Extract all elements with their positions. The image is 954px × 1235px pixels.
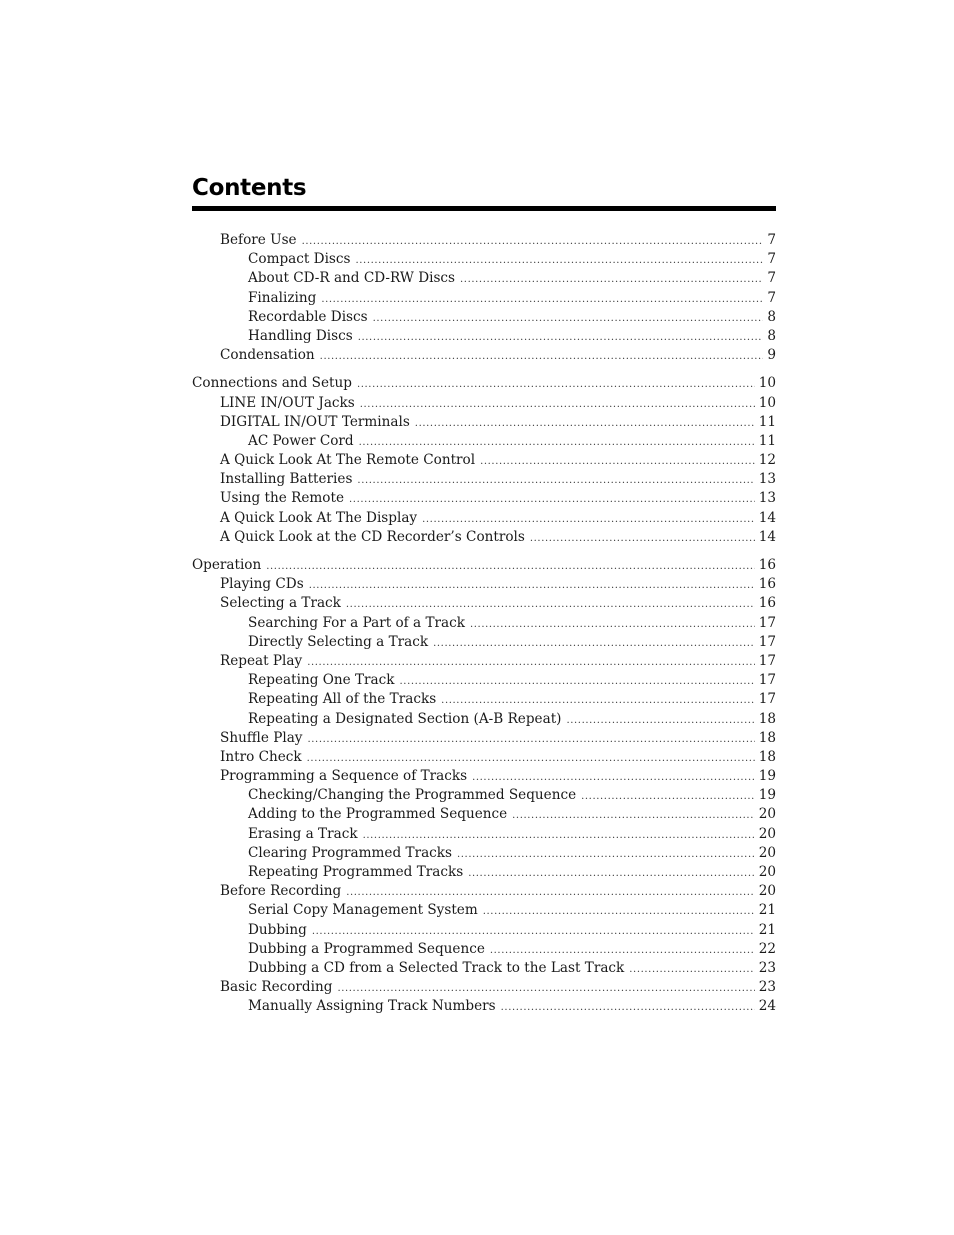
toc-entry-title: Before Use (220, 232, 297, 248)
toc-entry-title: Manually Assigning Track Numbers (248, 998, 496, 1015)
toc-entry-page: 11 (758, 432, 776, 449)
toc-dot-leader (309, 580, 755, 591)
toc-dot-leader (346, 599, 755, 610)
toc-dot-leader (472, 772, 755, 783)
toc-dot-leader (566, 715, 754, 726)
toc-entry (192, 290, 776, 309)
toc-dot-leader (320, 351, 764, 362)
toc-dot-leader (360, 399, 755, 410)
toc-dot-leader (349, 494, 755, 505)
toc-dot-leader (581, 791, 755, 802)
toc-entry (192, 960, 776, 979)
toc-entry-title: Intro Check (220, 748, 302, 765)
toc-entry-title: Repeating One Track (248, 672, 395, 689)
toc-entry (192, 309, 776, 328)
toc-entry (192, 941, 776, 960)
toc-entry-page: 11 (758, 413, 776, 430)
toc-dot-leader (346, 887, 754, 898)
toc-entry-title: LINE IN/OUT Jacks (220, 394, 355, 411)
toc-entry-title: Programming a Sequence of Tracks (220, 768, 468, 785)
toc-entry-title: Dubbing a Programmed Sequence (248, 940, 485, 957)
toc-dot-leader (357, 379, 755, 390)
toc-entry-page: 23 (758, 979, 776, 996)
toc-dot-leader (359, 437, 755, 448)
toc-entry (192, 395, 776, 414)
toc-entry-page: 16 (758, 595, 776, 612)
toc-entry-page: 20 (758, 864, 776, 880)
toc-entry-title: Finalizing (248, 289, 317, 306)
toc-entry-title: Compact Discs (248, 251, 351, 268)
toc-entry-page: 21 (758, 921, 776, 938)
toc-entry-page: 17 (758, 652, 776, 669)
toc-entry (192, 270, 776, 289)
toc-entry-page: 10 (758, 375, 776, 392)
toc-entry (192, 576, 776, 595)
toc-entry-page: 17 (758, 633, 776, 650)
toc-dot-leader (512, 810, 755, 821)
toc-entry-page: 20 (758, 883, 776, 900)
toc-entry-page: 23 (758, 959, 776, 976)
toc-entry-title: A Quick Look At The Display (220, 509, 418, 526)
toc-dot-leader (530, 533, 755, 544)
toc-entry-page: 17 (758, 672, 776, 689)
toc-entry-title: Operation (192, 557, 262, 573)
toc-entry-title: Shuffle Play (220, 729, 303, 746)
toc-entry-title: Recordable Discs (248, 308, 368, 325)
toc-entry (192, 433, 776, 452)
toc-entry-title: Searching For a Part of a Track (248, 614, 465, 631)
toc-dot-leader (307, 753, 755, 764)
toc-dot-leader (480, 456, 755, 467)
toc-entry-page: 19 (758, 787, 776, 804)
toc-entry (192, 672, 776, 691)
toc-entry (192, 979, 776, 998)
toc-entry-title: Dubbing a CD from a Selected Track to the Last Track (248, 959, 625, 976)
toc-entry (192, 691, 776, 710)
toc-entry-page: 9 (767, 347, 776, 364)
toc-entry (192, 711, 776, 730)
table-of-contents (192, 232, 776, 1018)
toc-entry-title: Repeating a Designated Section (A-B Repeat) (248, 710, 562, 727)
toc-dot-leader (400, 676, 755, 687)
toc-entry-page: 17 (758, 691, 776, 708)
toc-entry-title: Connections and Setup (192, 375, 352, 392)
toc-entry-page: 20 (758, 825, 776, 842)
toc-entry-title: Repeating All of the Tracks (248, 691, 437, 708)
toc-entry-page: 7 (767, 270, 776, 287)
toc-dot-leader (422, 514, 755, 525)
toc-entry (192, 864, 776, 883)
toc-entry-title: Directly Selecting a Track (248, 633, 429, 650)
toc-entry (192, 787, 776, 806)
toc-dot-leader (460, 274, 763, 285)
toc-entry-page: 24 (758, 998, 776, 1015)
toc-entry-page: 8 (767, 327, 776, 344)
toc-dot-leader (457, 849, 755, 860)
toc-entry-title: Before Recording (220, 883, 342, 900)
toc-dot-leader (363, 830, 755, 841)
toc-entry-title: Checking/Changing the Programmed Sequence (248, 787, 577, 804)
toc-dot-leader (415, 418, 755, 429)
toc-entry-page: 16 (758, 576, 776, 593)
toc-entry (192, 557, 776, 576)
toc-entry-page: 7 (767, 289, 776, 306)
toc-entry-page: 7 (767, 232, 776, 248)
toc-entry-title: Selecting a Track (220, 595, 341, 612)
toc-entry-title: Condensation (220, 347, 315, 364)
toc-entry (192, 232, 776, 251)
toc-entry (192, 768, 776, 787)
toc-entry (192, 347, 776, 366)
toc-dot-leader (373, 313, 764, 324)
toc-entry-page: 18 (758, 729, 776, 746)
toc-entry-title: Installing Batteries (220, 471, 353, 488)
toc-entry-page: 19 (758, 768, 776, 785)
toc-entry-title: Adding to the Programmed Sequence (248, 806, 508, 823)
toc-entry-page: 8 (767, 308, 776, 325)
toc-dot-leader (441, 695, 755, 706)
toc-entry-page: 18 (758, 710, 776, 727)
toc-entry-page: 18 (758, 748, 776, 765)
toc-dot-leader (358, 332, 764, 343)
toc-entry-page: 20 (758, 844, 776, 861)
toc-entry (192, 414, 776, 433)
toc-dot-leader (470, 619, 755, 630)
toc-entry-page: 13 (758, 471, 776, 488)
toc-dot-leader (490, 945, 755, 956)
toc-entry (192, 826, 776, 845)
toc-dot-leader (302, 236, 764, 247)
toc-entry-title: DIGITAL IN/OUT Terminals (220, 413, 410, 430)
toc-entry (192, 375, 776, 394)
toc-entry-page: 21 (758, 902, 776, 919)
toc-entry-page: 17 (758, 614, 776, 631)
toc-entry (192, 251, 776, 270)
toc-entry (192, 883, 776, 902)
toc-entry (192, 922, 776, 941)
toc-entry (192, 529, 776, 548)
toc-entry-page: 14 (758, 528, 776, 545)
toc-entry-title: A Quick Look At The Remote Control (220, 452, 476, 469)
toc-entry (192, 510, 776, 529)
toc-dot-leader (337, 983, 754, 994)
toc-entry (192, 490, 776, 509)
toc-dot-leader (307, 657, 754, 668)
toc-entry-page: 16 (758, 557, 776, 573)
page-title: Contents (192, 175, 307, 201)
toc-entry-title: Basic Recording (220, 979, 333, 996)
toc-entry-page: 22 (758, 940, 776, 957)
toc-entry (192, 615, 776, 634)
toc-dot-leader (266, 561, 754, 572)
toc-entry (192, 845, 776, 864)
toc-dot-leader (468, 868, 754, 879)
toc-entry (192, 452, 776, 471)
toc-dot-leader (356, 255, 764, 266)
toc-entry (192, 902, 776, 921)
toc-entry-title: Repeating Programmed Tracks (248, 864, 464, 880)
toc-dot-leader (307, 734, 754, 745)
toc-entry-title: Clearing Programmed Tracks (248, 844, 452, 861)
title-rule (192, 206, 776, 211)
toc-dot-leader (433, 638, 755, 649)
toc-entry-page: 13 (758, 490, 776, 507)
toc-entry-title: A Quick Look at the CD Recorder’s Controls (220, 528, 525, 545)
toc-entry (192, 730, 776, 749)
toc-entry (192, 595, 776, 614)
toc-entry (192, 806, 776, 825)
toc-entry-title: AC Power Cord (248, 432, 354, 449)
toc-entry-page: 20 (758, 806, 776, 823)
toc-entry-title: Playing CDs (220, 576, 304, 593)
toc-entry-title: About CD-R and CD-RW Discs (248, 270, 456, 287)
toc-entry-title: Erasing a Track (248, 825, 358, 842)
toc-dot-leader (357, 475, 754, 486)
toc-dot-leader (483, 906, 755, 917)
toc-dot-leader (501, 1002, 755, 1013)
toc-entry-title: Repeat Play (220, 652, 303, 669)
toc-entry (192, 471, 776, 490)
toc-entry-title: Handling Discs (248, 327, 353, 344)
toc-entry (192, 328, 776, 347)
toc-entry (192, 653, 776, 672)
toc-entry-page: 10 (758, 394, 776, 411)
toc-entry-page: 14 (758, 509, 776, 526)
toc-entry (192, 634, 776, 653)
toc-entry-title: Serial Copy Management System (248, 902, 478, 919)
toc-entry-page: 12 (758, 452, 776, 469)
toc-entry (192, 998, 776, 1017)
toc-entry (192, 749, 776, 768)
toc-entry-title: Dubbing (248, 921, 307, 938)
toc-entry-title: Using the Remote (220, 490, 345, 507)
toc-entry-page: 7 (767, 251, 776, 268)
toc-dot-leader (321, 294, 763, 305)
toc-dot-leader (629, 964, 754, 975)
toc-dot-leader (312, 926, 755, 937)
